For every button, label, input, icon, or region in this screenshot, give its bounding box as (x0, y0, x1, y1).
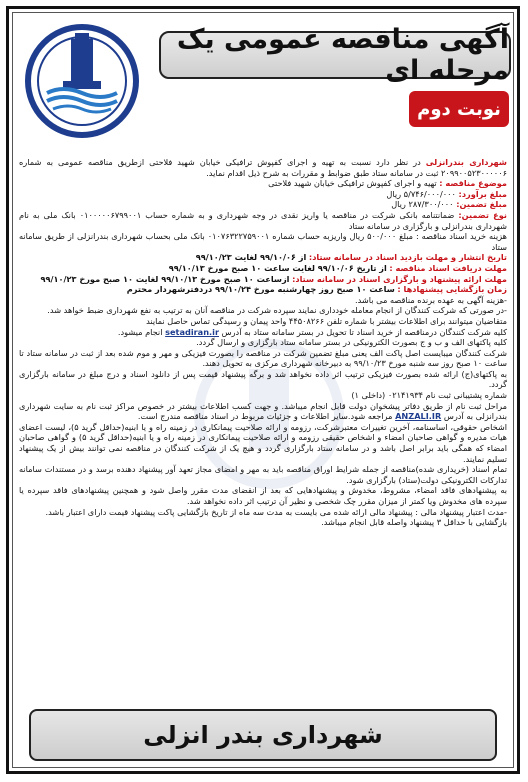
guarantee-type-label: نوع تضمین: (458, 209, 507, 220)
doc-price-line: هزینه خرید اسناد مناقصه : مبلغ ۵۰۰/۰۰۰ ریال واریزبه حساب شماره ۰۱۰۷۶۳۲۲۷۵۹۰۰۱ بانک ملی بحساب شهرداری بندرانزلی از طریق سامانه ستاد (19, 231, 507, 252)
submit-line (19, 274, 507, 285)
opening-label: زمان بازگشایی پیشنهادها : (397, 284, 507, 295)
guarantee-amount-value: ۲۸۷/۳۰۰/۰۰۰ ریال (391, 199, 454, 210)
setad-suffix: انجام میشود. (117, 326, 163, 337)
publish-line (19, 252, 507, 263)
receive-label: مهلت دریافت اسناد مناقصه : (389, 262, 507, 273)
guarantee-type-line (19, 210, 507, 231)
guarantee-amount-line (19, 199, 507, 210)
footer-band (29, 709, 497, 761)
registration-suffix: مراجعه شود.سایر اطلاعات و جزئیات مربوط در اسناد مناقصه مندرج است. (137, 411, 393, 422)
submit-value: ازساعت ۱۰ صبح مورخ ۹۹/۱۰/۱۳ لغایت ۱۰ صبح مورخ ۹۹/۱۰/۲۳ (40, 273, 290, 284)
announcement-title: آگهی مناقصه عمومی یک مرحله ای (176, 24, 509, 86)
registration-text: مراحل ثبت نام از طریق دفاتر پیشخوان دولت قابل انجام میباشد. و جهت کسب اطلاعات بیشتر در خصوص مراکز ثبت نام به سایت شهرداری بندرانزلی به آدرس (19, 400, 507, 422)
opening-value: ساعت ۱۰ صبح روز چهارشنبه مورخ ۹۹/۱۰/۲۴ دردفترشهردار محترم (126, 284, 395, 295)
announcement-body (19, 157, 507, 691)
intro-label: شهرداری بندرانزلی (425, 157, 507, 167)
footer-title: شهرداری بندر انزلی (143, 721, 383, 749)
paragraph-validity: -مدت اعتبار پیشنهاد مالی : پیشنهاد مالی ارائه شده می بایست به مدت سه ماه از تاریخ بازگشایی پاکت پیشنهاد قیمت دارای اعتبار باشد. (45, 506, 507, 517)
paragraph-forfeit: -در صورتی که شرکت کنندگان از انجام معامله خودداری نمایند سپرده شرکت در مناقصه آنان به ترتیب به نفع شهرداری ضبط خواهد شد. (47, 305, 507, 316)
intro-text: در نظر دارد نسبت به تهیه و اجرای کفپوش ترافیکی خیابان شهید فلاحتی ازطریق مناقصه عمومی به شماره ۲۰۹۹۰۰۵۲۳۰۰۰۰۰۶ ثبت در سامانه ستاد طبق ضوابط و مقررات به شرح ذیل اقدام نماید. (19, 157, 507, 178)
round-badge (409, 91, 509, 127)
paragraph-setad (19, 327, 507, 338)
publish-value: از ۹۹/۱۰/۰۶ لغایت ۹۹/۱۰/۲۳ (195, 252, 307, 263)
publish-label: تاریخ انتشار و مهلت بازدید اسناد در سامانه ستاد: (308, 252, 507, 263)
paragraph-registration (19, 401, 507, 422)
advertisement-frame (6, 6, 520, 774)
setadiran-link[interactable]: setadiran.ir (165, 326, 219, 337)
estimate-label: مبلغ برآورد: (458, 188, 507, 199)
receive-line (19, 263, 507, 274)
estimate-value: ۵/۷۴۶/۰۰۰/۰۰۰ ریال (386, 188, 456, 199)
opening-line (19, 284, 507, 295)
subject-line (19, 178, 507, 189)
guarantee-type-value: ضمانتنامه بانکی شرکت در مناقصه یا واریز نقدی در وجه شهرداری و به شماره حساب ۰۱۰۰۰۰۰۶۷۹۹۰۰۱ بانک ملی به نام شهرداری بندرانزلی و بارگزاری در سامانه ستاد (19, 209, 507, 231)
anzali-link[interactable]: ANZALI.IR (395, 411, 442, 422)
receive-value: از تاریخ ۹۹/۱۰/۰۶ لغایت ساعت ۱۰ صبح مورخ ۹۹/۱۰/۱۳ (168, 262, 387, 273)
intro-paragraph (19, 157, 507, 178)
paragraph-signatures: تمام اسناد (خریداری شده)مناقصه از جمله شرایط اوراق مناقصه باید به مهر و امضای مجاز تعهد آور پیشنهاد دهنده برسد و در مستندات سامانه تدارکات الکترونیکی دولت(ستاد) بارگزاری شود. (19, 464, 507, 485)
paragraph-ad-cost: -هزینه آگهی به عهده برنده مناقصه می باشد. (355, 294, 507, 305)
subject-label: موضوع مناقصه : (439, 178, 507, 189)
guarantee-amount-label: مبلغ تضمین: (456, 199, 507, 210)
paragraph-envelope-a: شرکت کنندگان میبایست اصل پاکت الف یعنی مبلغ تضمین شرکت در مناقصه را بصورت فیزیکی و مهر و موم شده بعد از ثبت در سامانه ستاد تا ساعت ۱۰ صبح روز سه شنبه مورخ ۹۹/۱۰/۲۳ به دبیرخانه شهرداری مرکزی به تحویل دهند. (19, 347, 507, 369)
round-label: نوبت دوم (417, 98, 501, 120)
paragraph-envelope-c: به پاکتهای(ج) ارائه شده بصورت فیزیکی ترتیب اثر داده نخواهد شد و برگه پیشنهاد قیمت پس از دانلود اسناد و درج مبلغ در سامانه بارگزاری گردد. (19, 368, 507, 390)
paragraph-rejections: به پیشنهادهای فاقد امضاء، مشروط، مخدوش و پیشنهادهایی که بعد از انقضای مدت مقرر واصل شود و همچنین پیشنهادهای فاقد سپرده یا سپرده های مخدوش ویا کمتر از میزان مقرر چک شخصی و نظیر آن ترتیب اثر داده نخواهد شد. (19, 485, 507, 506)
subject-value: تهیه و اجرای کفپوش ترافیکی خیابان شهید فلاحتی (268, 178, 437, 189)
title-band (159, 24, 511, 86)
paragraph-support: شماره پشتیبانی ثبت نام ۰۲۱۴۱۹۳۴ (داخلی ۱) (351, 390, 507, 401)
estimate-line (19, 189, 507, 200)
paragraph-contact: متقاضیان میتوانند برای اطلاعات بیشتر با شماره تلفن ۴۴۵۰۸۲۶۶ واحد پیمان و رسیدگی تماس حاصل نمایند (146, 315, 507, 326)
setad-text: کلیه شرکت کنندگان درمناقصه از خرید اسناد تا تحویل در بستر سامانه ستاد به آدرس (221, 326, 507, 337)
municipality-logo (23, 23, 141, 139)
paragraph-minimum-bids: بازگشایی با حداقل ۳ پیشنهاد واصله قابل انجام میباشد. (321, 517, 507, 528)
paragraph-requirements: اشخاص حقوقی، اساسنامه، آخرین تغییرات معتبرشرکت، رزومه و ارائه صلاحیت پیمانکاری در زمینه راه و یا ابنیه(حداقل گرید ۵)، لیست اعضای هیات مدیره و گواهی صاحبان امضاء و اشخاص حقیقی رزومه و ارائه صلاحیت پیمانکاری در زمینه راه و یا ابنیه(حداقل گرید ۵) و گواهی صاحبان امضاء که همگی باید برابر اصل باشد و در سامانه ستاد بارگزاری گردد و هیچ یک از شرکت کنندگان در مناقصه نمی توانند بیش از یک پیشنهاد تسلیم نمایند. (19, 421, 507, 464)
paragraph-envelopes: کلیه پاکتهای الف و ب و ج بصورت الکترونیکی در بستر سامانه ستاد بارگزاری و ارسال گردد. (196, 337, 507, 348)
submit-label: مهلت ارائه پیشنهاد و بارگزاری اسناد در سامانه ستاد: (292, 273, 507, 284)
